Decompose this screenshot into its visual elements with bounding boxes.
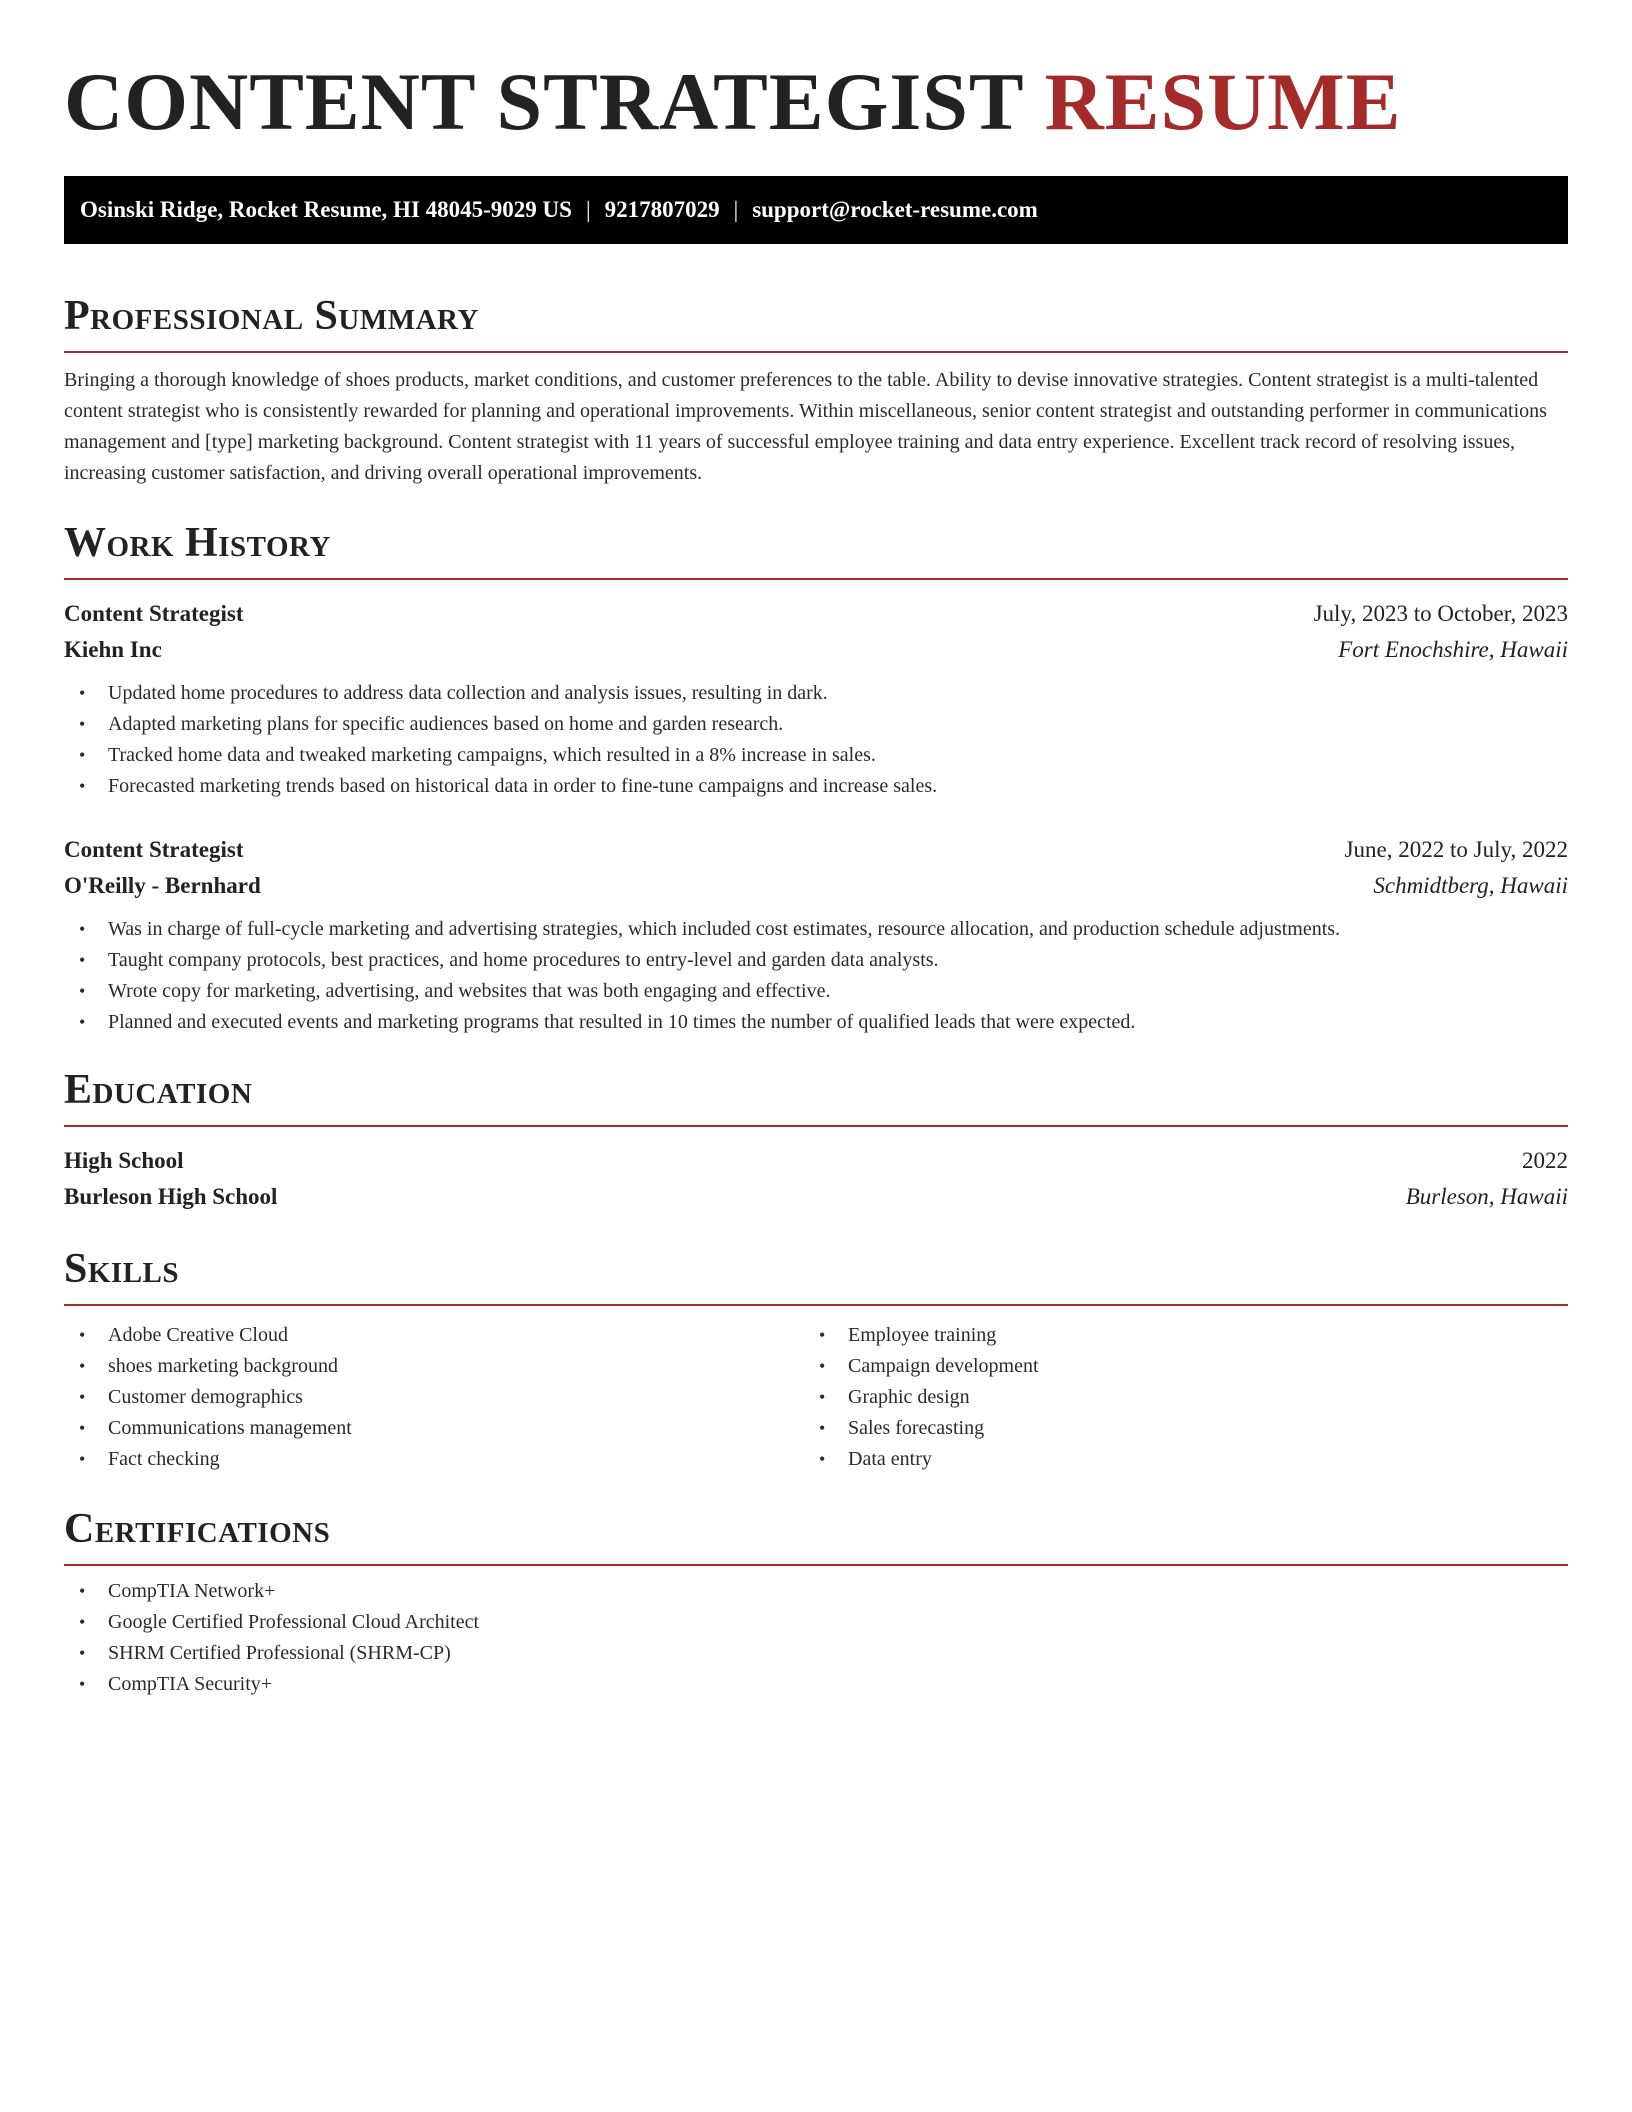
education-heading: Education — [64, 1067, 253, 1113]
list-item: • CompTIA Network+ — [64, 1576, 1568, 1607]
list-item: • SHRM Certified Professional (SHRM-CP) — [64, 1638, 1568, 1669]
skills-list — [804, 1320, 1544, 1475]
job-bullets — [64, 914, 1568, 1038]
list-item: • Data entry — [804, 1444, 1544, 1475]
list-item: • Updated home procedures to address data collection and analysis issues, resulting in dark. — [64, 678, 1568, 709]
job-location: Schmidtberg, Hawaii — [1373, 873, 1568, 898]
list-item: • Communications management — [64, 1413, 804, 1444]
contact-bar — [64, 176, 1568, 244]
job-location: Fort Enochshire, Hawaii — [1338, 637, 1568, 662]
skills-grid — [64, 1320, 1568, 1475]
education-year: 2022 — [1522, 1148, 1568, 1173]
section-divider — [64, 1125, 1568, 1127]
job-entry — [64, 832, 1568, 1038]
job-company: Kiehn Inc — [64, 637, 162, 662]
list-item: • CompTIA Security+ — [64, 1669, 1568, 1700]
list-item: • Adapted marketing plans for specific audiences based on home and garden research. — [64, 709, 1568, 740]
list-item: • Customer demographics — [64, 1382, 804, 1413]
education-school: Burleson High School — [64, 1184, 278, 1209]
summary-section — [64, 290, 1568, 489]
contact-separator: | — [733, 197, 739, 222]
list-item: • Fact checking — [64, 1444, 804, 1475]
certifications-heading: Certifications — [64, 1506, 331, 1552]
skills-column-right — [804, 1320, 1544, 1475]
list-item: • Tracked home data and tweaked marketing campaigns, which resulted in a 8% increase in sales. — [64, 740, 1568, 771]
education-section — [64, 1064, 1568, 1215]
skills-list — [64, 1320, 804, 1475]
list-item: • Adobe Creative Cloud — [64, 1320, 804, 1351]
list-item: • Planned and executed events and marketing programs that resulted in 10 times the number of qualified leads that were expected. — [64, 1007, 1568, 1038]
job-title-row — [64, 596, 1568, 632]
section-divider — [64, 1304, 1568, 1306]
summary-text: Bringing a thorough knowledge of shoes products, market conditions, and customer preferences to the table. Ability to devise innovative strategies. Content strategist is a multi-talented content strategist who is consistently rewarded for planning and operational improvements. Within miscellaneous, senior content strategist and outstanding performer in communications management and [type] marketing background. Content strategist with 11 years of successful employee training and data entry experience. Excellent track record of resolving issues, increasing customer satisfaction, and driving overall operational improvements. — [64, 369, 1547, 484]
education-school-row — [64, 1179, 1568, 1215]
summary-heading: Professional Summary — [64, 293, 479, 339]
contact-separator: | — [585, 197, 591, 222]
work-history-heading: Work History — [64, 520, 331, 566]
title-main: CONTENT STRATEGIST — [64, 56, 1024, 147]
job-dates: July, 2023 to October, 2023 — [1313, 601, 1568, 626]
education-degree: High School — [64, 1148, 184, 1173]
job-title: Content Strategist — [64, 601, 244, 626]
list-item: • Employee training — [804, 1320, 1544, 1351]
section-divider — [64, 351, 1568, 353]
skills-column-left — [64, 1320, 804, 1475]
certifications-section — [64, 1503, 1568, 1700]
certifications-list — [64, 1576, 1568, 1700]
list-item: • Taught company protocols, best practices, and home procedures to entry-level and garden data analysts. — [64, 945, 1568, 976]
contact-email: support@rocket-resume.com — [752, 197, 1038, 222]
title-accent: RESUME — [1044, 56, 1402, 147]
list-item: • Graphic design — [804, 1382, 1544, 1413]
skills-section — [64, 1243, 1568, 1475]
list-item: • Sales forecasting — [804, 1413, 1544, 1444]
resume-page — [64, 0, 1568, 1700]
job-company-row — [64, 632, 1568, 668]
job-company: O'Reilly - Bernhard — [64, 873, 261, 898]
contact-phone: 9217807029 — [604, 197, 720, 222]
job-title-row — [64, 832, 1568, 868]
section-divider — [64, 1564, 1568, 1566]
job-title: Content Strategist — [64, 837, 244, 862]
job-company-row — [64, 868, 1568, 904]
list-item: • Forecasted marketing trends based on historical data in order to fine-tune campaigns and increase sales. — [64, 771, 1568, 802]
education-entry — [64, 1143, 1568, 1215]
contact-address: Osinski Ridge, Rocket Resume, HI 48045-9029 US — [80, 197, 572, 222]
list-item: • Was in charge of full-cycle marketing and advertising strategies, which included cost estimates, resource allocation, and production schedule adjustments. — [64, 914, 1568, 945]
resume-title — [64, 0, 1568, 146]
list-item: • Wrote copy for marketing, advertising, and websites that was both engaging and effective. — [64, 976, 1568, 1007]
job-dates: June, 2022 to July, 2022 — [1344, 837, 1568, 862]
list-item: • Campaign development — [804, 1351, 1544, 1382]
work-history-section — [64, 517, 1568, 1038]
section-divider — [64, 578, 1568, 580]
skills-heading: Skills — [64, 1246, 180, 1292]
education-location: Burleson, Hawaii — [1405, 1184, 1568, 1209]
education-degree-row — [64, 1143, 1568, 1179]
list-item: • shoes marketing background — [64, 1351, 804, 1382]
list-item: • Google Certified Professional Cloud Architect — [64, 1607, 1568, 1638]
job-bullets — [64, 678, 1568, 802]
job-entry — [64, 596, 1568, 802]
